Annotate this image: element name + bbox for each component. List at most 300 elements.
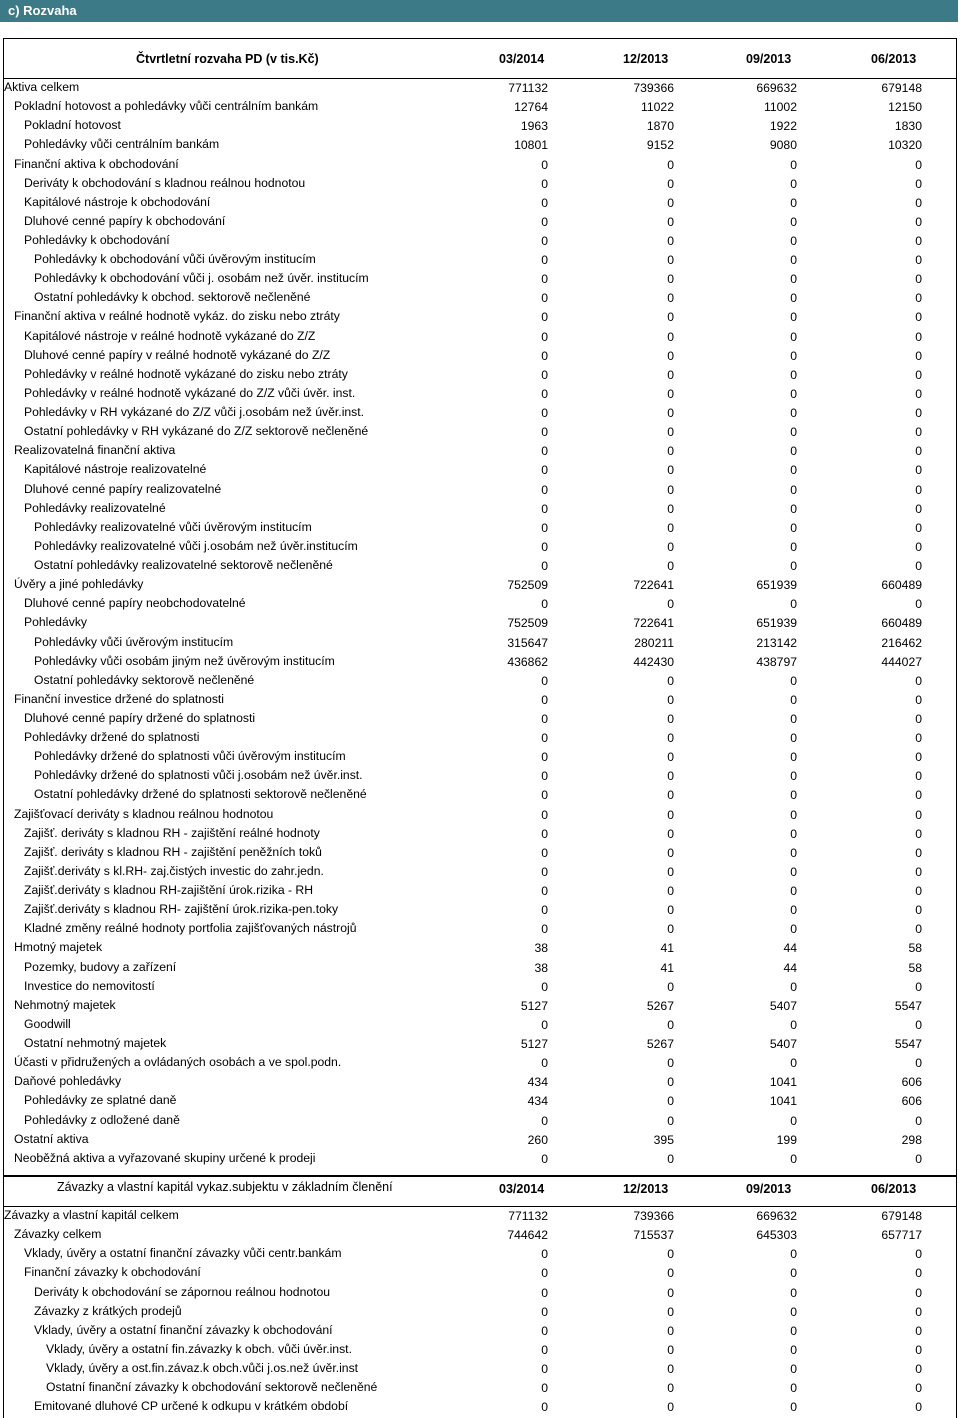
row-value: 0 bbox=[790, 673, 797, 688]
table-row bbox=[4, 900, 956, 919]
row-label: Deriváty k obchodování se zápornou reálnou hodnotou bbox=[34, 1284, 331, 1299]
row-value: 0 bbox=[541, 520, 548, 535]
row-value: 0 bbox=[915, 367, 922, 382]
row-value: 0 bbox=[790, 1113, 797, 1128]
row-value: 715537 bbox=[633, 1228, 674, 1243]
row-value: 0 bbox=[790, 769, 797, 784]
liabilities-period-header: 06/2013 bbox=[871, 1182, 917, 1196]
row-label: Emitované dluhové CP určené k odkupu v krátkém období bbox=[34, 1399, 349, 1414]
row-value: 10801 bbox=[514, 138, 548, 153]
row-label: Pozemky, budovy a zařízení bbox=[24, 959, 177, 974]
row-label: Zajišť.deriváty s kladnou RH-zajištění úrok.rizika - RH bbox=[24, 883, 314, 897]
row-label: Pohledávky realizovatelné vůči úvěrovým institucím bbox=[34, 519, 312, 534]
row-value: 0 bbox=[915, 1342, 922, 1357]
row-value: 0 bbox=[541, 1247, 548, 1262]
row-value: 41 bbox=[660, 960, 674, 975]
row-value: 0 bbox=[915, 731, 922, 746]
row-value: 0 bbox=[790, 788, 797, 803]
row-value: 0 bbox=[541, 979, 548, 994]
table-row bbox=[4, 575, 956, 594]
row-value: 0 bbox=[667, 1056, 674, 1071]
row-value: 0 bbox=[915, 425, 922, 440]
table-row bbox=[4, 1015, 956, 1034]
row-value: 0 bbox=[667, 1151, 674, 1166]
table-row bbox=[4, 709, 956, 728]
row-value: 0 bbox=[790, 406, 797, 420]
row-value: 0 bbox=[667, 979, 674, 994]
row-label: Hmotný majetek bbox=[14, 940, 103, 955]
row-value: 1922 bbox=[769, 119, 797, 134]
row-value: 0 bbox=[915, 176, 922, 191]
table-row bbox=[4, 1111, 956, 1130]
row-value: 0 bbox=[667, 884, 674, 898]
row-value: 1041 bbox=[769, 1075, 797, 1090]
row-value: 0 bbox=[667, 1113, 674, 1128]
row-value: 0 bbox=[790, 425, 797, 440]
row-label: Úvěry a jiné pohledávky bbox=[14, 577, 144, 592]
row-label: Ostatní pohledávky sektorově nečleněné bbox=[34, 672, 255, 687]
row-value: 0 bbox=[790, 253, 797, 268]
table-row bbox=[4, 1378, 956, 1397]
row-value: 0 bbox=[915, 597, 922, 612]
row-value: 1041 bbox=[769, 1094, 797, 1109]
row-value: 0 bbox=[541, 1400, 548, 1415]
row-value: 0 bbox=[790, 348, 797, 363]
row-value: 0 bbox=[790, 1285, 797, 1300]
row-value: 0 bbox=[915, 1017, 922, 1032]
row-value: 0 bbox=[790, 444, 797, 459]
table-row bbox=[4, 365, 956, 384]
row-value: 0 bbox=[541, 769, 548, 784]
row-value: 0 bbox=[915, 1400, 922, 1415]
row-label: Pohledávky k obchodování bbox=[24, 233, 170, 247]
table-row bbox=[4, 594, 956, 613]
table-row bbox=[4, 938, 956, 957]
row-value: 0 bbox=[541, 884, 548, 898]
row-value: 1963 bbox=[520, 119, 548, 134]
row-value: 0 bbox=[790, 214, 797, 229]
row-value: 0 bbox=[915, 903, 922, 918]
table-row bbox=[4, 996, 956, 1015]
row-label: Finanční závazky k obchodování bbox=[24, 1265, 201, 1280]
row-value: 0 bbox=[790, 463, 797, 478]
row-label: Závazky z krátkých prodejů bbox=[34, 1303, 182, 1318]
row-value: 0 bbox=[667, 310, 674, 325]
row-value: 315647 bbox=[507, 635, 548, 650]
row-label: Neoběžná aktiva a vyřazované skupiny určené k prodeji bbox=[14, 1150, 316, 1165]
table-row bbox=[4, 1130, 956, 1149]
row-value: 0 bbox=[667, 501, 674, 516]
row-value: 0 bbox=[790, 903, 797, 918]
assets-period-header: 06/2013 bbox=[871, 52, 917, 66]
row-value: 0 bbox=[790, 234, 797, 248]
row-value: 0 bbox=[790, 922, 797, 937]
row-value: 0 bbox=[541, 310, 548, 325]
row-value: 10320 bbox=[888, 138, 922, 153]
row-value: 0 bbox=[541, 253, 548, 268]
table-row bbox=[4, 346, 956, 365]
row-value: 0 bbox=[790, 520, 797, 535]
row-label: Finanční aktiva k obchodování bbox=[14, 156, 179, 171]
row-value: 752509 bbox=[507, 578, 548, 593]
table-row bbox=[4, 805, 956, 824]
row-value: 5407 bbox=[769, 998, 797, 1013]
row-value: 0 bbox=[915, 1151, 922, 1166]
row-value: 0 bbox=[667, 692, 674, 707]
row-value: 0 bbox=[541, 1056, 548, 1071]
row-label: Ostatní pohledávky realizovatelné sektorově nečleněné bbox=[34, 558, 333, 572]
row-value: 0 bbox=[790, 1362, 797, 1376]
row-value: 0 bbox=[790, 1400, 797, 1415]
row-value: 0 bbox=[915, 1285, 922, 1300]
table-row bbox=[4, 1034, 956, 1053]
row-label: Deriváty k obchodování s kladnou reálnou hodnotou bbox=[24, 175, 306, 190]
row-value: 0 bbox=[667, 922, 674, 937]
row-value: 0 bbox=[915, 1113, 922, 1128]
table-row bbox=[4, 728, 956, 747]
row-value: 0 bbox=[915, 272, 922, 287]
row-label: Pohledávky realizovatelné bbox=[24, 500, 166, 515]
row-value: 606 bbox=[901, 1075, 922, 1090]
table-row bbox=[4, 824, 956, 843]
row-value: 0 bbox=[541, 559, 548, 573]
row-value: 0 bbox=[790, 386, 797, 401]
row-value: 0 bbox=[667, 769, 674, 784]
row-label: Dluhové cenné papíry realizovatelné bbox=[24, 481, 222, 496]
row-label: Pohledávky držené do splatnosti bbox=[24, 730, 200, 745]
row-value: 0 bbox=[790, 1151, 797, 1166]
row-label: Závazky celkem bbox=[14, 1227, 102, 1242]
row-value: 0 bbox=[790, 1323, 797, 1338]
row-value: 0 bbox=[915, 329, 922, 344]
row-value: 0 bbox=[667, 157, 674, 172]
table-row bbox=[4, 403, 956, 422]
table-row bbox=[4, 537, 956, 556]
row-value: 660489 bbox=[881, 616, 922, 631]
table-row bbox=[4, 1091, 956, 1110]
row-label: Pohledávky vůči osobám jiným než úvěrovým institucím bbox=[34, 653, 335, 668]
row-value: 0 bbox=[541, 1017, 548, 1032]
table-row bbox=[4, 1225, 956, 1244]
table-row bbox=[4, 671, 956, 690]
row-value: 298 bbox=[901, 1132, 922, 1147]
row-value: 58 bbox=[908, 941, 922, 956]
row-value: 0 bbox=[790, 807, 797, 822]
row-value: 0 bbox=[915, 769, 922, 784]
row-value: 213142 bbox=[756, 635, 797, 650]
row-value: 0 bbox=[667, 1017, 674, 1032]
row-value: 0 bbox=[667, 864, 674, 879]
table-row bbox=[4, 633, 956, 652]
row-value: 0 bbox=[667, 1400, 674, 1415]
row-label: Pohledávky ze splatné daně bbox=[24, 1093, 177, 1108]
row-value: 0 bbox=[541, 1151, 548, 1166]
row-value: 651939 bbox=[756, 578, 797, 593]
row-value: 0 bbox=[790, 539, 797, 554]
row-value: 660489 bbox=[881, 578, 922, 593]
row-value: 0 bbox=[790, 884, 797, 898]
row-value: 0 bbox=[541, 367, 548, 382]
row-value: 0 bbox=[915, 979, 922, 994]
liabilities-period-header: 09/2013 bbox=[746, 1182, 792, 1196]
row-value: 739366 bbox=[633, 81, 674, 95]
table-row bbox=[4, 1244, 956, 1263]
row-value: 0 bbox=[915, 501, 922, 516]
row-value: 11002 bbox=[764, 100, 797, 115]
row-label: Realizovatelná finanční aktiva bbox=[14, 443, 176, 458]
row-value: 0 bbox=[541, 291, 548, 306]
row-value: 38 bbox=[534, 941, 548, 956]
row-value: 0 bbox=[667, 463, 674, 478]
row-label: Pohledávky v reálné hodnotě vykázané do zisku nebo ztráty bbox=[24, 366, 348, 381]
row-label: Ostatní aktiva bbox=[14, 1131, 89, 1146]
table-row bbox=[4, 1302, 956, 1321]
row-value: 0 bbox=[667, 597, 674, 612]
row-value: 0 bbox=[790, 864, 797, 879]
row-value: 0 bbox=[667, 1247, 674, 1262]
row-value: 0 bbox=[915, 386, 922, 401]
row-label: Pohledávky držené do splatnosti vůči úvěrovým institucím bbox=[34, 749, 346, 764]
row-value: 0 bbox=[541, 1285, 548, 1300]
table-row bbox=[4, 155, 956, 174]
row-label: Zajišť. deriváty s kladnou RH - zajištění reálné hodnoty bbox=[24, 825, 320, 840]
table-row bbox=[4, 518, 956, 537]
row-label: Goodwill bbox=[24, 1016, 71, 1031]
row-value: 722641 bbox=[633, 578, 674, 593]
row-value: 0 bbox=[790, 1247, 797, 1262]
row-value: 0 bbox=[667, 559, 674, 573]
row-value: 0 bbox=[541, 731, 548, 746]
table-row bbox=[4, 460, 956, 479]
row-value: 0 bbox=[915, 157, 922, 172]
row-value: 11022 bbox=[641, 100, 674, 115]
row-value: 0 bbox=[541, 272, 548, 287]
row-label: Dluhové cenné papíry k obchodování bbox=[24, 213, 226, 228]
row-value: 0 bbox=[790, 291, 797, 306]
row-value: 5547 bbox=[894, 998, 922, 1013]
row-value: 0 bbox=[667, 272, 674, 287]
row-value: 0 bbox=[667, 1381, 674, 1396]
liabilities-period-header: 03/2014 bbox=[499, 1182, 545, 1196]
row-value: 0 bbox=[541, 673, 548, 688]
row-value: 0 bbox=[667, 291, 674, 306]
row-value: 0 bbox=[790, 750, 797, 765]
row-value: 722641 bbox=[633, 616, 674, 631]
row-value: 0 bbox=[915, 520, 922, 535]
row-value: 657717 bbox=[881, 1228, 922, 1243]
row-label: Pohledávky bbox=[24, 615, 88, 630]
row-value: 0 bbox=[667, 788, 674, 803]
row-value: 58 bbox=[908, 960, 922, 975]
row-value: 5407 bbox=[769, 1037, 797, 1051]
row-value: 0 bbox=[667, 1266, 674, 1281]
row-value: 0 bbox=[667, 807, 674, 822]
row-value: 0 bbox=[541, 712, 548, 726]
row-value: 0 bbox=[541, 864, 548, 879]
row-label: Vklady, úvěry a ostatní finanční závazky vůči centr.bankám bbox=[24, 1246, 342, 1261]
table-row bbox=[4, 785, 956, 804]
table-row bbox=[4, 977, 956, 996]
table-row bbox=[4, 480, 956, 499]
row-value: 0 bbox=[541, 195, 548, 210]
row-label: Finanční aktiva v reálné hodnotě vykáz. do zisku nebo ztráty bbox=[14, 309, 340, 324]
table-row bbox=[4, 212, 956, 231]
row-label: Zajišťovací deriváty s kladnou reálnou hodnotou bbox=[14, 806, 274, 821]
table-row bbox=[4, 499, 956, 518]
row-value: 0 bbox=[667, 1075, 674, 1090]
row-value: 0 bbox=[541, 903, 548, 918]
row-value: 679148 bbox=[881, 81, 922, 95]
row-value: 0 bbox=[915, 1304, 922, 1319]
row-value: 0 bbox=[915, 348, 922, 363]
row-value: 1830 bbox=[894, 119, 922, 134]
row-value: 0 bbox=[915, 482, 922, 497]
row-value: 0 bbox=[541, 788, 548, 803]
row-value: 0 bbox=[541, 214, 548, 229]
row-value: 0 bbox=[915, 539, 922, 554]
row-value: 438797 bbox=[756, 654, 797, 669]
liabilities-table-title: Závazky a vlastní kapitál vykaz.subjektu v základním členění bbox=[57, 1180, 393, 1194]
row-value: 0 bbox=[790, 979, 797, 994]
row-value: 0 bbox=[541, 406, 548, 420]
row-value: 645303 bbox=[756, 1228, 797, 1243]
table-row bbox=[4, 1359, 956, 1378]
row-value: 5127 bbox=[520, 1037, 548, 1051]
row-label: Nehmotný majetek bbox=[14, 997, 116, 1012]
row-value: 41 bbox=[660, 941, 674, 956]
row-value: 0 bbox=[667, 444, 674, 459]
row-value: 0 bbox=[790, 559, 797, 573]
row-value: 0 bbox=[541, 463, 548, 478]
row-value: 0 bbox=[541, 329, 548, 344]
row-value: 0 bbox=[667, 1094, 674, 1109]
table-row bbox=[4, 958, 956, 977]
row-value: 0 bbox=[915, 692, 922, 707]
row-value: 0 bbox=[915, 253, 922, 268]
row-value: 0 bbox=[667, 826, 674, 841]
table-row bbox=[4, 1321, 956, 1340]
row-value: 0 bbox=[541, 1342, 548, 1357]
row-value: 0 bbox=[915, 310, 922, 325]
table-row bbox=[4, 116, 956, 135]
row-value: 0 bbox=[541, 692, 548, 707]
row-value: 434 bbox=[527, 1094, 548, 1109]
row-value: 0 bbox=[667, 673, 674, 688]
row-label: Pohledávky držené do splatnosti vůči j.osobám než úvěr.inst. bbox=[34, 768, 363, 783]
row-label: Pokladní hotovost bbox=[24, 118, 121, 133]
row-value: 0 bbox=[790, 176, 797, 191]
table-row bbox=[4, 1206, 956, 1225]
liabilities-period-header: 12/2013 bbox=[623, 1182, 669, 1196]
row-label: Vklady, úvěry a ost.fin.závaz.k obch.vůči j.os.než úvěr.inst bbox=[46, 1361, 359, 1375]
row-value: 0 bbox=[915, 1266, 922, 1281]
row-value: 0 bbox=[790, 1304, 797, 1319]
row-label: Pohledávky z odložené daně bbox=[24, 1112, 180, 1127]
row-label: Pohledávky v reálné hodnotě vykázané do Z/Z vůči úvěr. inst. bbox=[24, 385, 356, 400]
row-label: Pohledávky vůči centrálním bankám bbox=[24, 137, 220, 152]
row-value: 0 bbox=[915, 291, 922, 306]
row-value: 0 bbox=[915, 214, 922, 229]
row-label: Pohledávky realizovatelné vůči j.osobám než úvěr.institucím bbox=[34, 538, 358, 553]
row-value: 0 bbox=[667, 539, 674, 554]
row-value: 0 bbox=[915, 463, 922, 478]
table-row bbox=[4, 747, 956, 766]
row-value: 9152 bbox=[646, 138, 674, 153]
table-row bbox=[4, 231, 956, 250]
row-value: 0 bbox=[541, 444, 548, 459]
row-value: 0 bbox=[915, 712, 922, 726]
row-value: 0 bbox=[541, 539, 548, 554]
row-label: Vklady, úvěry a ostatní fin.závazky k obch. vůči úvěr.inst. bbox=[46, 1341, 352, 1356]
row-value: 0 bbox=[541, 1113, 548, 1128]
table-row bbox=[4, 1149, 956, 1168]
table-row bbox=[4, 441, 956, 460]
row-value: 12764 bbox=[514, 100, 548, 115]
row-value: 5267 bbox=[646, 998, 674, 1013]
table-row bbox=[4, 1263, 956, 1282]
row-value: 0 bbox=[790, 1017, 797, 1032]
row-value: 0 bbox=[667, 386, 674, 401]
row-label: Aktiva celkem bbox=[4, 80, 80, 94]
row-value: 5267 bbox=[646, 1037, 674, 1051]
row-label: Finanční investice držené do splatnosti bbox=[14, 691, 225, 706]
row-label: Pohledávky v RH vykázané do Z/Z vůči j.osobám než úvěr.inst. bbox=[24, 405, 365, 419]
row-value: 0 bbox=[790, 712, 797, 726]
row-value: 38 bbox=[534, 960, 548, 975]
table-row bbox=[4, 327, 956, 346]
row-label: Kapitálové nástroje realizovatelné bbox=[24, 462, 207, 477]
row-value: 0 bbox=[541, 750, 548, 765]
row-value: 0 bbox=[667, 845, 674, 860]
row-label: Dluhové cenné papíry v reálné hodnotě vykázané do Z/Z bbox=[24, 347, 331, 362]
assets-table-title: Čtvrtletní rozvaha PD (v tis.Kč) bbox=[136, 52, 319, 66]
row-value: 0 bbox=[667, 482, 674, 497]
row-value: 434 bbox=[527, 1075, 548, 1090]
row-value: 444027 bbox=[881, 654, 922, 669]
row-value: 0 bbox=[915, 444, 922, 459]
row-value: 0 bbox=[667, 367, 674, 382]
row-value: 669632 bbox=[756, 1209, 797, 1223]
row-value: 0 bbox=[915, 807, 922, 822]
row-value: 0 bbox=[541, 425, 548, 440]
table-row bbox=[4, 288, 956, 307]
row-label: Účasti v přidružených a ovládaných osobách a ve spol.podn. bbox=[14, 1055, 342, 1070]
row-value: 0 bbox=[915, 1362, 922, 1376]
row-value: 0 bbox=[790, 272, 797, 287]
row-value: 651939 bbox=[756, 616, 797, 631]
row-value: 0 bbox=[667, 348, 674, 363]
assets-period-header: 12/2013 bbox=[623, 52, 669, 66]
row-label: Dluhové cenné papíry neobchodovatelné bbox=[24, 596, 246, 611]
row-value: 0 bbox=[667, 176, 674, 191]
row-value: 669632 bbox=[756, 81, 797, 95]
row-value: 0 bbox=[790, 1056, 797, 1071]
assets-period-header: 03/2014 bbox=[499, 52, 545, 66]
row-value: 0 bbox=[915, 559, 922, 573]
row-value: 0 bbox=[667, 195, 674, 210]
row-value: 0 bbox=[915, 922, 922, 937]
row-value: 1870 bbox=[646, 119, 674, 134]
row-value: 5547 bbox=[894, 1037, 922, 1051]
row-value: 442430 bbox=[633, 654, 674, 669]
row-value: 0 bbox=[915, 788, 922, 803]
row-value: 0 bbox=[667, 712, 674, 726]
row-value: 0 bbox=[667, 234, 674, 248]
row-value: 752509 bbox=[507, 616, 548, 631]
row-value: 0 bbox=[915, 673, 922, 688]
row-label: Dluhové cenné papíry držené do splatnosti bbox=[24, 711, 256, 725]
row-value: 0 bbox=[667, 520, 674, 535]
